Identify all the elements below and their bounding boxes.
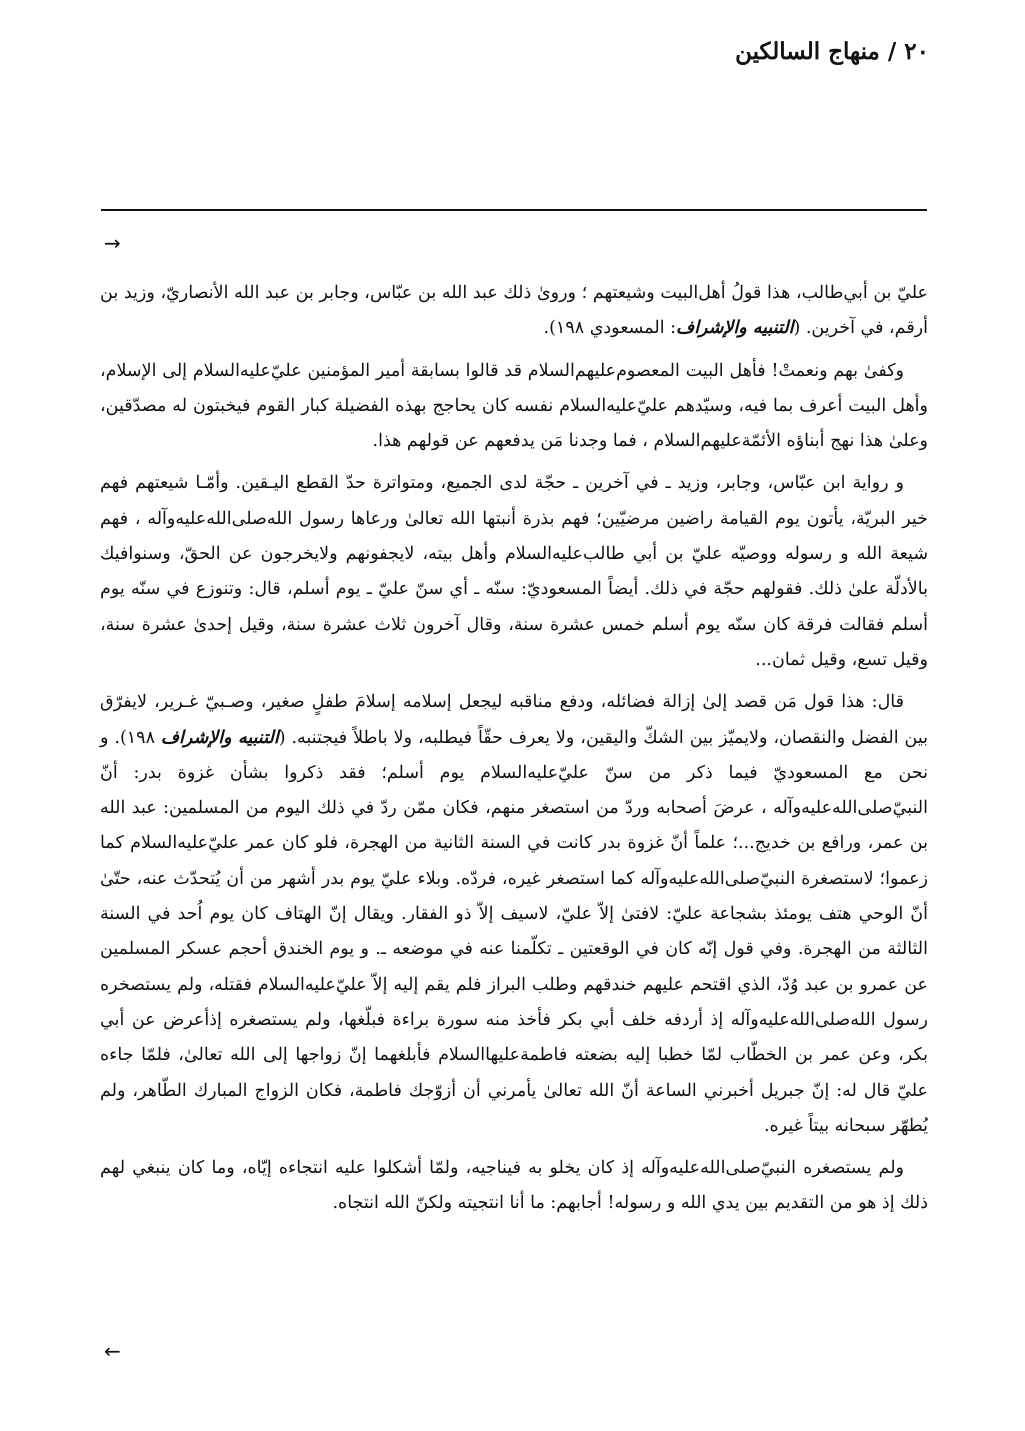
paragraph-4-citation: التنبيه والإشراف [160,727,279,748]
paragraph-1-text-b: : المسعودي ١٩٨). [543,318,677,339]
paragraph-1 [100,276,928,347]
paragraph-4-text-a: قال: هذا قول مَن قصد إلىٰ إزالة فضائله، ودفع مناقبه ليجعل إسلامه إسلامَ طفلٍ صغير، وصـبيّ غـرير، لايفرّق بين الفضل والنقصان، ولايميّز بين الشكّ واليقين، ولا يعرف حقّاً فيطلبه، ولا باطلاً فيجتنبه. ( [100,692,928,748]
footnote-divider [101,209,927,211]
paragraph-1-text-a: عليّ بن أبي‌طالب، هذا قولُ أهل‌البيت وشيعتهم ؛ وروىٰ ذلك عبد الله بن عبّاس، وجابر بن عبد الله الأنصاريّ، وزيد بن أرقم، في آخرين. ( [100,283,928,339]
paragraph-4 [100,685,928,1144]
page-number: ٢٠ [904,38,929,65]
paragraph-1-citation: التنبيه والإشراف [676,318,794,339]
paragraph-2: وكفىٰ بهم ونعمتْ! فأهل البيت المعصوم‌عليهم‌السلام قد قالوا بسابقة أمير المؤمنين عليّ‌عليه‌السلام إلى الإسلام، وأهل البيت أعرف بما فيه، وسيّدهم عليّ‌عليه‌السلام نفسه كان يحاجج بهذه الفضيلة كبار القوم فيخبتون له مصدّقين، وعلىٰ هذا نهج أبناؤه الأئمّة‌عليهم‌السلام ، فما وجدنا مَن يدفعهم عن قولهم هذا. [100,360,928,452]
back-arrow-icon: ← [104,1339,121,1363]
paragraph-5: ولم يستصغره النبيّ‌صلى‌الله‌عليه‌وآله إذ كان يخلو به فيناجيه، ولمّا أشكلوا عليه انتجاءه إيّاه، وما كان ينبغي لهم ذلك إذ هو من التقديم بين يدي الله و رسوله! أجابهم: ما أنا انتجيته ولكنّ الله انتجاه. [100,1158,928,1214]
book-title: منهاج السالكين [735,38,880,65]
paragraph-4-text-b: ١٩٨). و نحن مع المسعوديّ فيما ذكر من سنّ عليّ‌عليه‌السلام يوم أسلم؛ فقد ذكروا بشأن غزوة بدر: أنّ النبيّ‌صلى‌الله‌عليه‌وآله ، عرضَ أصحابه وردّ من استصغر منهم، فكان ممّن ردّ في ذلك اليوم من المسلمين: عبد الله بن عمر، ورافع بن خديج...؛ علماً أنّ غزوة بدر كانت في السنة الثانية من الهجرة، فلو كان عمر عليّ‌عليه‌السلام كما زعموا؛ لاستصغرة النبيّ‌صلى‌الله‌عليه‌وآله كما استصغر غيره، فردّه. وبلاء عليّ يوم بدر أشهر من أن يُتحدّث عنه، حتّىٰ أنّ الوحي هتف يومئذ بشجاعة عليّ: لافتىٰ إلاّ عليّ، لاسيف إلاّ ذو الفقار. ويقال إنّ الهتاف كان يوم اُحد في السنة الثالثة من الهجرة. وفي قول إنّه كان في الوقعتين ـ تكلّمنا عنه في موضعه ـ. و يوم الخندق أحجم عسكر المسلمين عن عمرو بن عبد وُدّ، الذي اقتحم عليهم خندقهم وطلب البراز فلم يقم إليه إلاّ عليّ‌عليه‌السلام فقتله، ولم يستصخره رسول الله‌صلى‌الله‌عليه‌وآله إذ أردفه خلف أبي بكر فأخذ منه سورة براءة فبلّغها، ولم يستصغره إذأعرض عن أبي بكر، وعن عمر بن الخطّاب لمّا خطبا إليه بضعته فاطمة‌عليها‌السلام فأبلغهما إنّ زواجها إلى الله تعالىٰ، فلمّا جاءه عليّ قال له: إنّ جبريل أخبرني الساعة أنّ الله تعالىٰ يأمرني أن أزوّجك فاطمة، فكان الزواج المبارك الطّاهر، ولم يُطهّر سبحانه بيتاً غيره. [100,727,928,1136]
continuation-arrow-icon: → [104,231,121,255]
running-header [735,38,929,65]
paragraph-3: و رواية ابن عبّاس، وجابر، وزيد ـ في آخرين ـ حجّة لدى الجميع، ومتواترة حدّ القطع اليـقين. وأمّـا شيعتهم فهم خير البريّة، يأتون يوم القيامة راضين مرضيّين؛ فهم بذرة أنبتها الله تعالىٰ ورعاها رسول الله‌صلى‌الله‌عليه‌وآله ، فهم شيعة الله و رسوله ووصيّه عليّ بن أبي طالب‌عليه‌السلام وأهل بيته، لايجفونهم ولايخرجون عن الحقّ، وسنوافيك بالأدلّة علىٰ ذلك. فقولهم حجّة في ذلك. أيضاً المسعوديّ: سنّه ـ أي سنّ عليّ ـ يوم أسلم، قال: وتنوزع في سنّه يوم أسلم فقالت فرقة كان سنّه يوم أسلم خمس عشرة سنة، وقال آخرون ثلاث عشرة سنة، وقيل إحدىٰ عشرة سنة، وقيل تسع، وقيل ثمان... [100,473,928,670]
footnote-body [100,276,928,1229]
header-separator: / [887,38,897,65]
